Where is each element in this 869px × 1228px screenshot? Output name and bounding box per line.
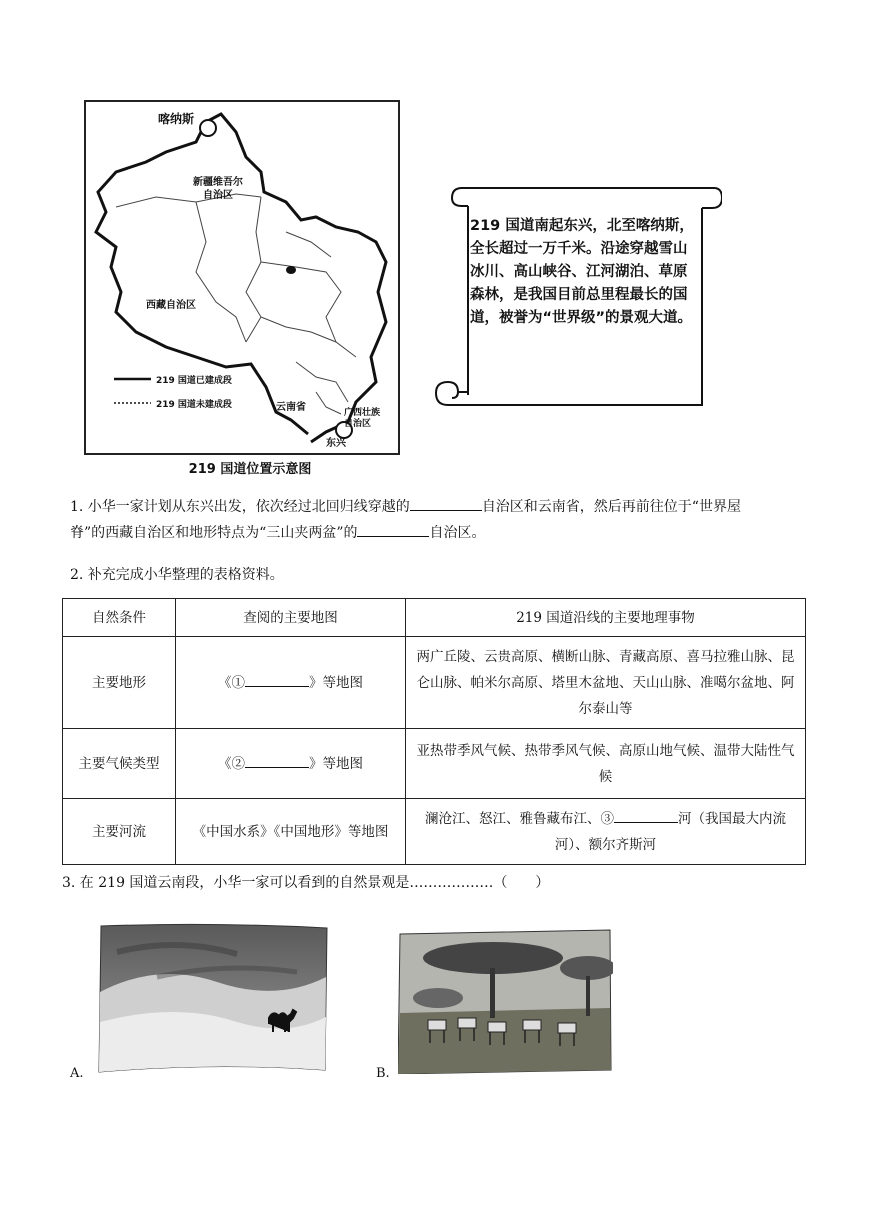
map-caption: 219 国道位置示意图 xyxy=(188,462,312,477)
label-kanas: 喀纳斯 xyxy=(158,112,195,126)
label-dongxing: 东兴 xyxy=(326,438,346,449)
table-cell: 主要河流 xyxy=(63,799,176,865)
option-a-label[interactable]: A. xyxy=(70,1066,84,1081)
option-a-desert-image[interactable] xyxy=(97,922,330,1074)
answer-blank-table-3[interactable] xyxy=(614,808,678,823)
option-b-savanna-image[interactable] xyxy=(398,928,613,1074)
table-row xyxy=(63,799,806,865)
question-3: 3. 在 219 国道云南段，小华一家可以看到的自然景观是………………（ ） xyxy=(62,875,550,891)
info-table xyxy=(62,598,806,865)
question-1 xyxy=(70,494,810,546)
option-b-label[interactable]: B. xyxy=(376,1066,390,1081)
answer-blank-table-2[interactable] xyxy=(245,753,309,768)
table-header: 查阅的主要地图 xyxy=(176,599,406,637)
answer-blank-table-1[interactable] xyxy=(245,672,309,687)
label-tibet: 西藏自治区 xyxy=(146,300,196,311)
legend-unbuilt-label: 219 国道未建成段 xyxy=(156,400,232,410)
table-cell: 澜沧江、怒江、雅鲁藏布江、③ 河（我国最大内流河）、额尔齐斯河 xyxy=(406,799,806,865)
table-row xyxy=(63,729,806,799)
border-south-west xyxy=(96,122,308,434)
table-cell: 《② 》等地图 xyxy=(176,729,406,799)
answer-blank-2[interactable] xyxy=(357,522,429,537)
table-cell: 《① 》等地图 xyxy=(176,637,406,729)
china-southwest-map-svg xyxy=(86,102,398,453)
label-guangxi: 广西壮族 自治区 xyxy=(344,408,381,429)
question-2: 2. 补充完成小华整理的表格资料。 xyxy=(70,567,284,583)
route-map xyxy=(84,100,400,455)
table-header: 219 国道沿线的主要地理事物 xyxy=(406,599,806,637)
table-header: 自然条件 xyxy=(63,599,176,637)
label-xinjiang: 新疆维吾尔 自治区 xyxy=(193,177,243,201)
table-cell: 《中国水系》《中国地形》等地图 xyxy=(176,799,406,865)
kanas-marker xyxy=(200,120,216,136)
table-cell: 主要地形 xyxy=(63,637,176,729)
question-1-line-2: 脊”的西藏自治区和地形特点为“三山夹两盆”的 自治区。 xyxy=(70,520,810,546)
scroll-text: 219 国道南起东兴，北至喀纳斯，全长超过一万千米。沿途穿越雪山冰川、高山峡谷、江河湖泊、草原森林，是我国目前总里程最长的国道，被誉为“世界级”的景观大道。 xyxy=(470,218,694,326)
table-header-row xyxy=(63,599,806,637)
table-row xyxy=(63,637,806,729)
table-cell: 主要气候类型 xyxy=(63,729,176,799)
legend-built-label: 219 国道已建成段 xyxy=(156,376,232,386)
answer-blank-1[interactable] xyxy=(410,496,482,511)
border-north-east xyxy=(206,114,386,442)
label-yunnan: 云南省 xyxy=(276,402,306,413)
table-cell: 两广丘陵、云贵高原、横断山脉、青藏高原、喜马拉雅山脉、昆仑山脉、帕米尔高原、塔里木盆地、天山山脉、准噶尔盆地、阿尔泰山等 xyxy=(406,637,806,729)
question-1-line-1: 1. 小华一家计划从东兴出发，依次经过北回归线穿越的 自治区和云南省，然后再前往位于“世界屋 xyxy=(70,494,810,520)
table-cell: 亚热带季风气候、热带季风气候、高原山地气候、温带大陆性气候 xyxy=(406,729,806,799)
